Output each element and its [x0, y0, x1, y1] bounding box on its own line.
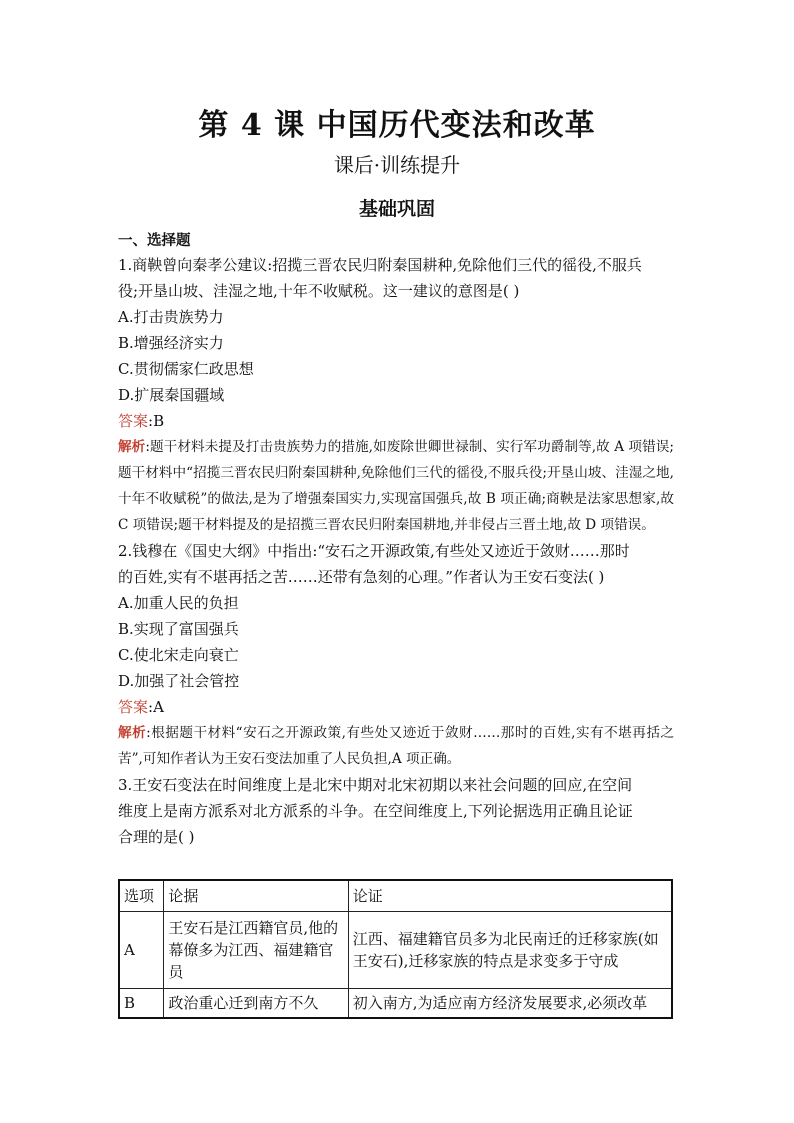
q2-option-c: C.使北宋走向衰亡 — [118, 646, 239, 664]
table-cell-option: A — [119, 912, 164, 989]
lesson-title: 第 4 课 中国历代变法和改革 — [198, 108, 596, 143]
q2-analysis — [118, 720, 674, 772]
table-cell-evidence: 王安石是江西籍官员,他的幕僚多为江西、福建籍官员 — [164, 912, 348, 989]
table-row — [119, 912, 672, 989]
table-header-argument: 论证 — [348, 880, 672, 912]
q3-table — [118, 879, 673, 1019]
q1-analysis — [118, 434, 674, 538]
q2-answer — [118, 694, 674, 720]
q2-option-b: B.实现了富国强兵 — [118, 620, 239, 638]
lesson-subtitle: 课后·训练提升 — [333, 153, 461, 177]
q2-analysis-text: :根据题干材料“安石之开源政策,有些处又迹近于敛财……那时的百姓,实有不堪再括之苦”,可知作者认为王安石变法加重了人民负担,A 项正确。 — [118, 725, 675, 767]
table-cell-argument: 初入南方,为适应南方经济发展要求,必须改革 — [348, 989, 672, 1019]
table-cell-argument: 江西、福建籍官员多为北民南迁的迁移家族(如王安石),迁移家族的特点是求变多于守成 — [348, 912, 672, 989]
q2-stem-line-2: 的百姓,实有不堪再括之苦……还带有急刻的心理。”作者认为王安石变法( ) — [118, 568, 605, 586]
table-header-evidence: 论据 — [164, 880, 348, 912]
q1-answer-value: :B — [148, 412, 165, 430]
q2-answer-label: 答案 — [118, 698, 149, 716]
q1-analysis-label: 解析 — [118, 439, 146, 455]
q1-option-a: A.打击贵族势力 — [118, 308, 224, 326]
q2-analysis-label: 解析 — [118, 725, 147, 741]
table-header-row — [119, 880, 672, 912]
q1-option-c: C.贯彻儒家仁政思想 — [118, 360, 254, 378]
q3-stem-line-3: 合理的是( ) — [118, 828, 195, 846]
q1-option-b: B.增强经济实力 — [118, 334, 224, 352]
q1-option-d: D.扩展秦国疆域 — [118, 386, 225, 404]
q1-stem-line-2: 役;开垦山坡、洼湿之地,十年不收赋税。这一建议的意图是( ) — [118, 282, 520, 300]
q1-analysis-text: :题干材料未提及打击贵族势力的措施,如废除世卿世禄制、实行军功爵制等,故 A 项错误;题干材料中“招揽三晋农民归附秦国耕种,免除他们三代的徭役,不服兵役;开垦山坡、洼湿之地,十年不收赋税”的做法,是为了增强秦国实力,实现富国强兵,故 B 项正确;商鞅是法家思想家,故 C 项错误;题干材料提及的是招揽三晋农民归附秦国耕地,并非侵占三晋土地,故 D 项错误。 — [118, 439, 675, 533]
table-row — [119, 989, 672, 1019]
q1-stem-line-1: 1.商鞅曾向秦孝公建议:招揽三晋农民归附秦国耕种,免除他们三代的徭役,不服兵 — [118, 256, 642, 274]
section-heading: 基础巩固 — [358, 198, 435, 220]
table-cell-option: B — [119, 989, 164, 1019]
part-heading: 一、选择题 — [118, 232, 191, 249]
q3-stem-line-2: 维度上是南方派系对北方派系的斗争。在空间维度上,下列论据选用正确且论证 — [118, 802, 633, 820]
q2-option-a: A.加重人民的负担 — [118, 594, 239, 612]
table-cell-evidence: 政治重心迁到南方不久 — [164, 989, 348, 1019]
q1-answer-label: 答案 — [118, 412, 149, 430]
q2-option-d: D.加强了社会管控 — [118, 672, 240, 690]
table-header-option: 选项 — [119, 880, 164, 912]
q1-answer — [118, 408, 674, 434]
q2-stem-line-1: 2.钱穆在《国史大纲》中指出:“安石之开源政策,有些处又迹近于敛财……那时 — [118, 542, 630, 560]
q2-answer-value: :A — [148, 698, 164, 716]
content-body — [118, 230, 674, 850]
q3-stem-line-1: 3.王安石变法在时间维度上是北宋中期对北宋初期以来社会问题的回应,在空间 — [118, 776, 633, 794]
